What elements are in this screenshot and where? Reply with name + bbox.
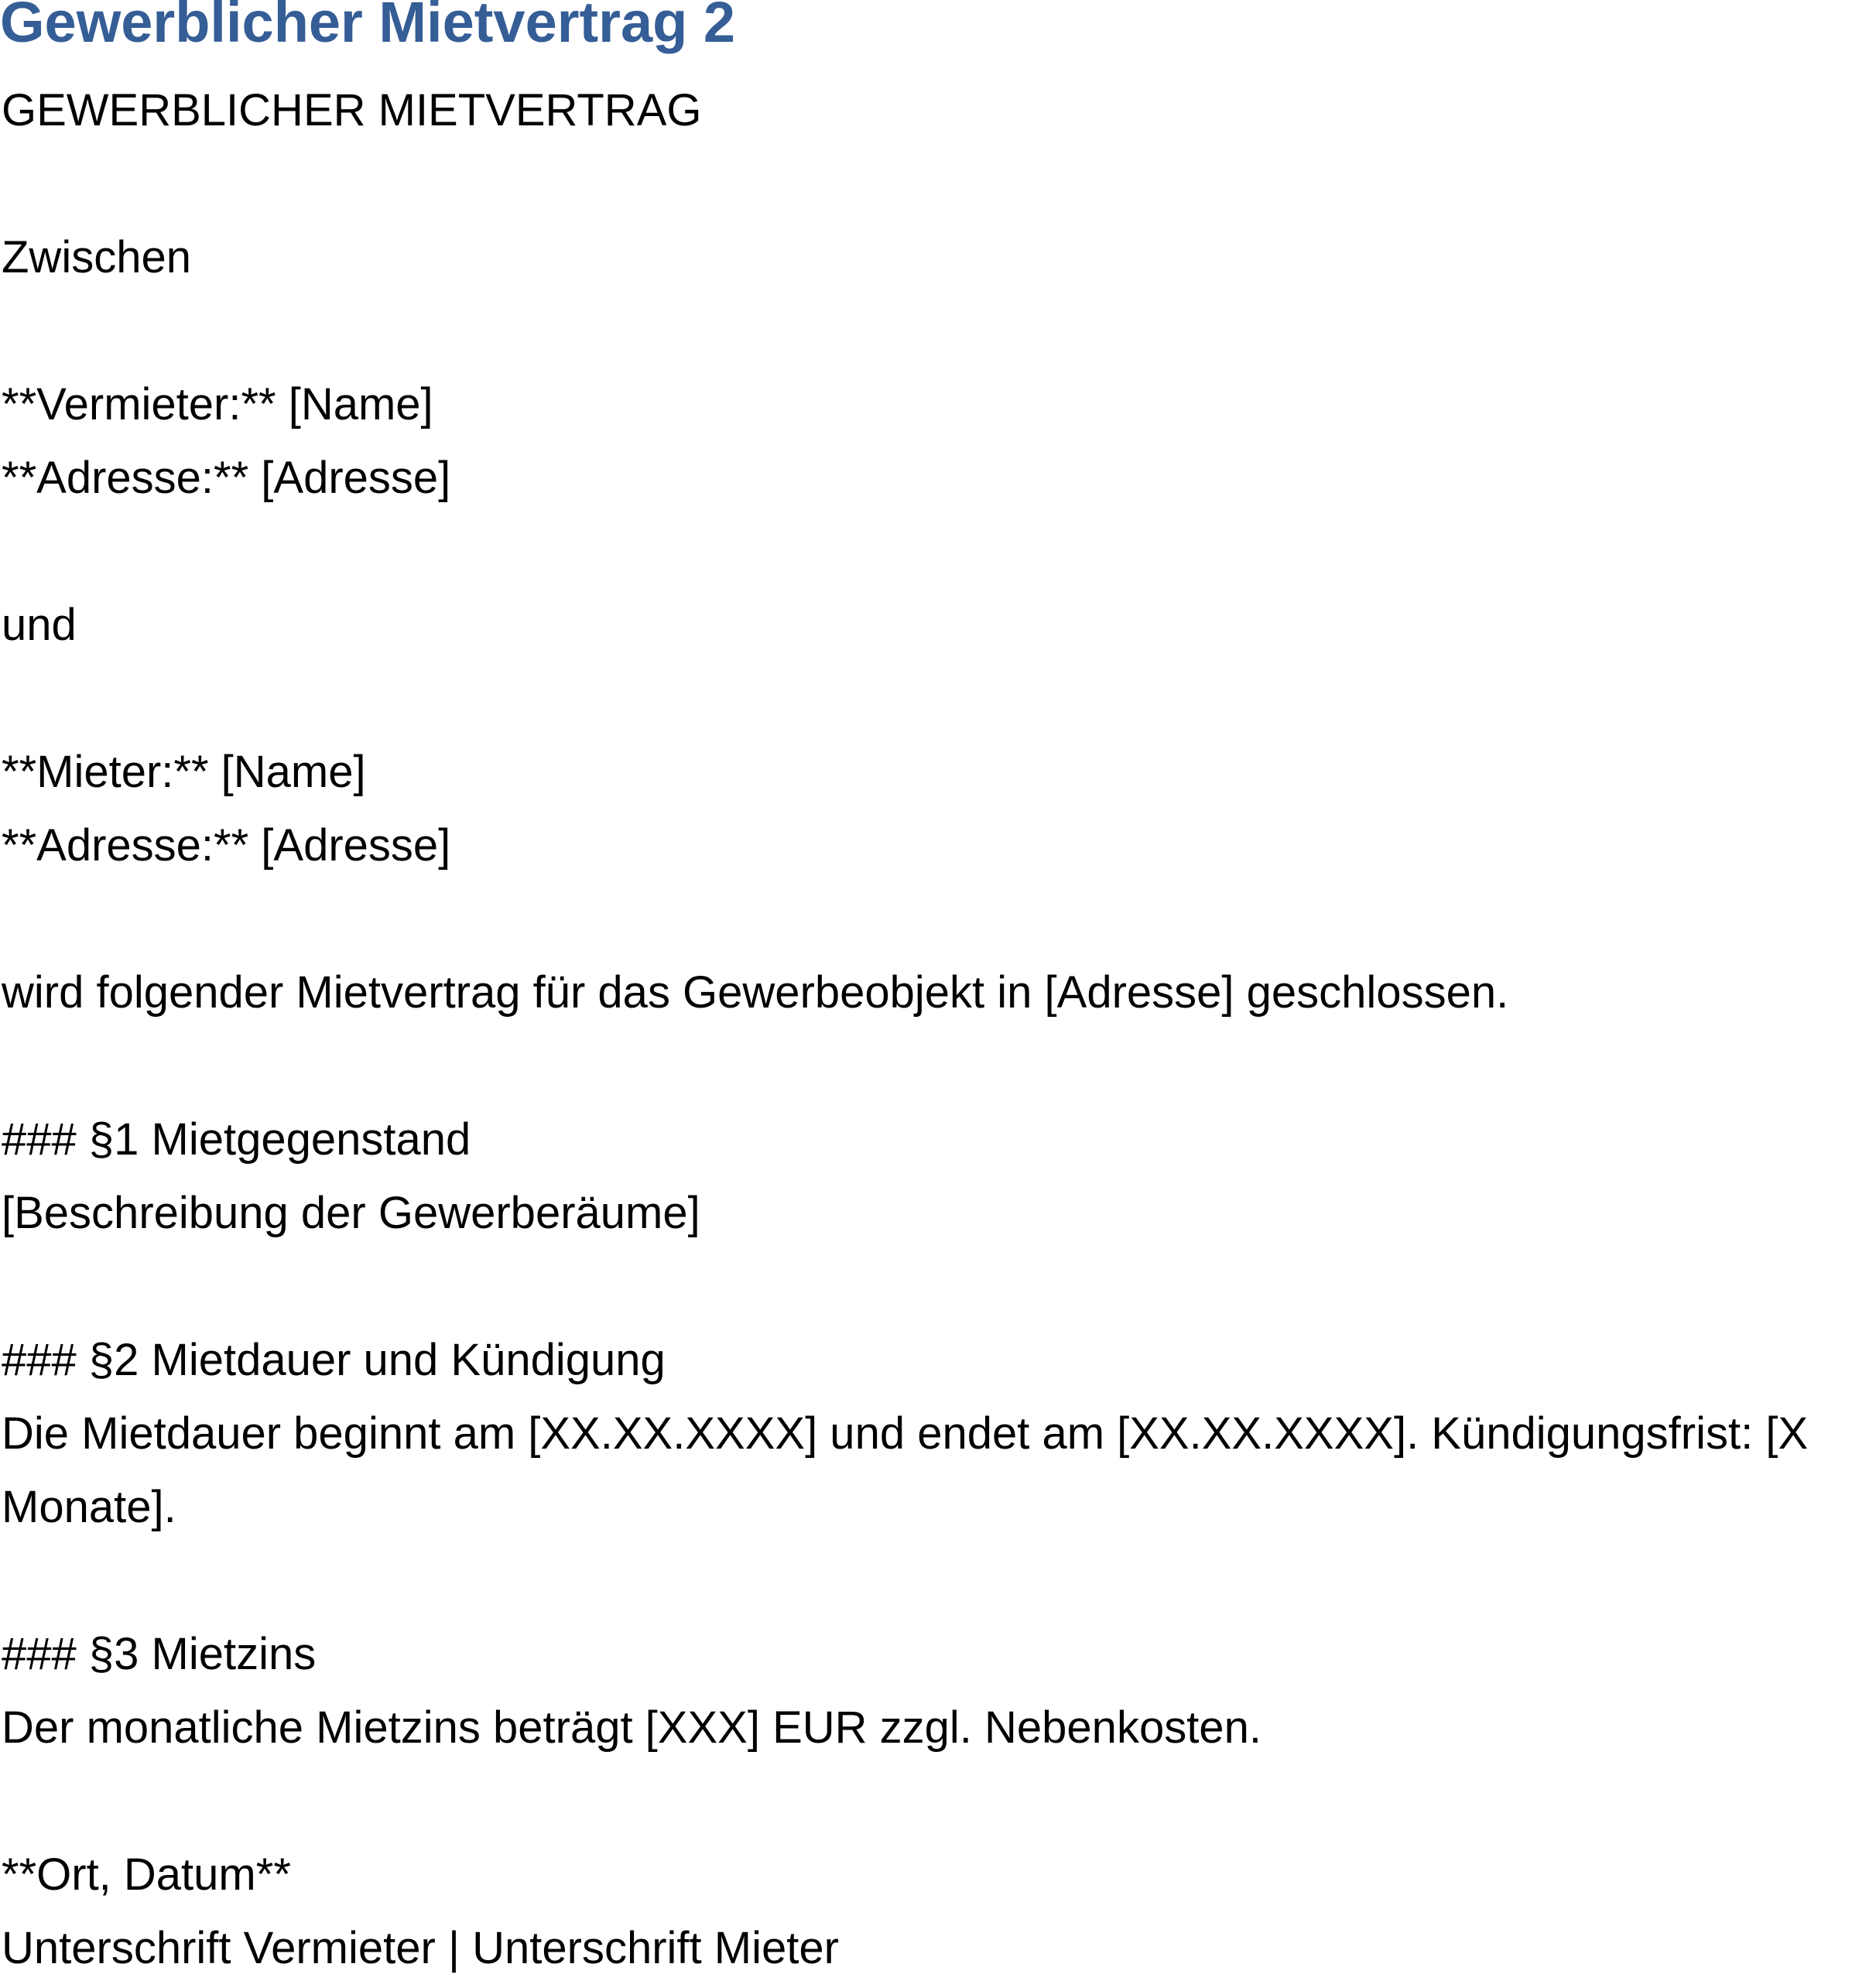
landlord-name-line: **Vermieter:** [Name]: [2, 379, 433, 429]
tenant-address-line: **Adresse:** [Adresse]: [2, 820, 451, 871]
landlord-address-line: **Adresse:** [Adresse]: [2, 453, 451, 503]
section-1-heading: ### §1 Mietgegenstand: [2, 1114, 471, 1165]
contract-heading: GEWERBLICHER MIETVERTRAG: [2, 85, 702, 135]
section-3-heading: ### §3 Mietzins: [2, 1629, 317, 1679]
section-3-text: Der monatliche Mietzins beträgt [XXX] EUR zzgl. Nebenkosten.: [2, 1702, 1262, 1753]
document-title: Gewerblicher Mietvertrag 2: [0, 0, 736, 54]
tenant-name-line: **Mieter:** [Name]: [2, 747, 366, 797]
between-text: Zwischen: [2, 232, 191, 282]
place-date-line: **Ort, Datum**: [2, 1849, 291, 1900]
intro-paragraph: wird folgender Mietvertrag für das Gewerbeobjekt in [Adresse] geschlossen.: [2, 967, 1509, 1018]
section-2-text-line-2: Monate].: [2, 1482, 176, 1532]
section-2-text-line-1: Die Mietdauer beginnt am [XX.XX.XXXX] und endet am [XX.XX.XXXX]. Kündigungsfrist: [X: [2, 1408, 1809, 1459]
and-text: und: [2, 600, 77, 650]
section-1-text: [Beschreibung der Gewerberäume]: [2, 1188, 700, 1238]
signature-line: Unterschrift Vermieter | Unterschrift Mieter: [2, 1923, 839, 1973]
section-2-heading: ### §2 Mietdauer und Kündigung: [2, 1335, 666, 1385]
